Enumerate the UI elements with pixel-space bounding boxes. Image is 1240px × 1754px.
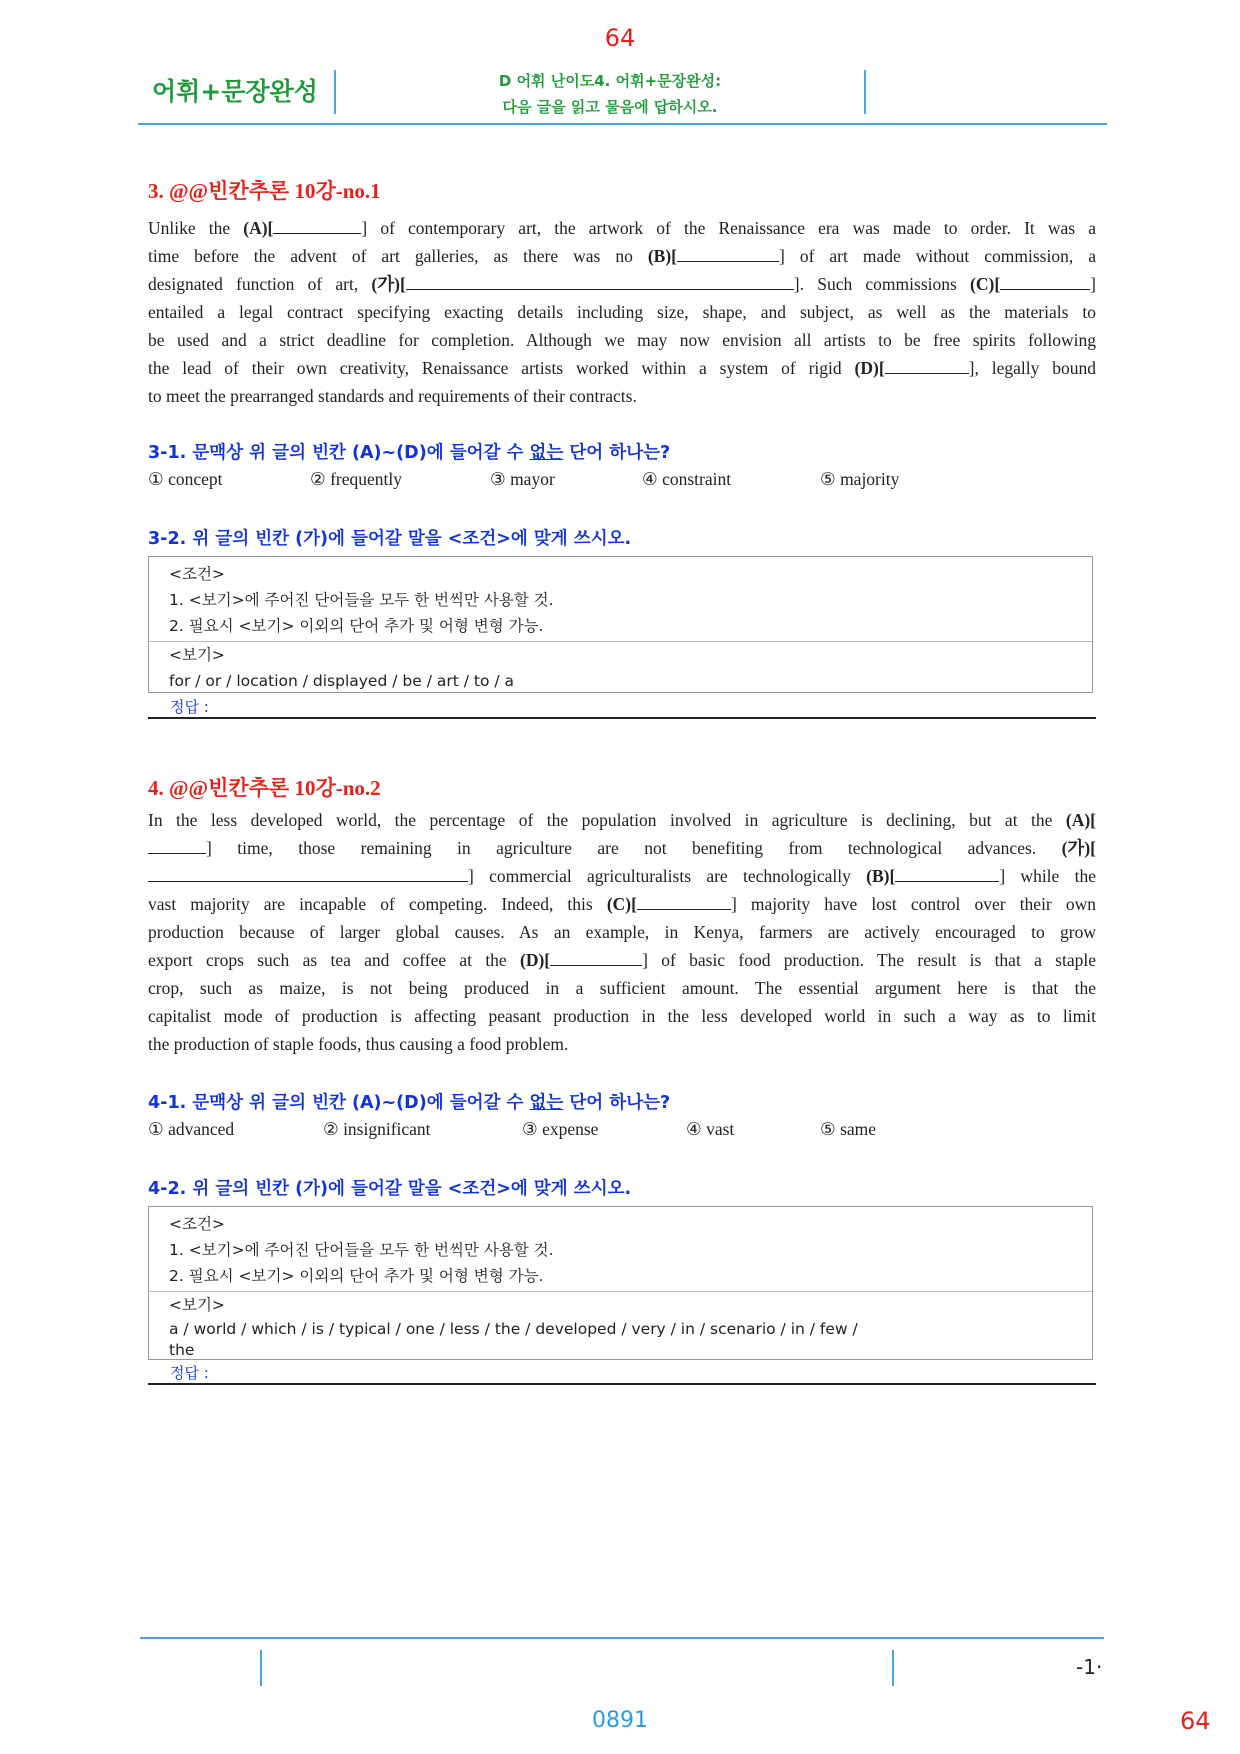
q3-2-answer-line[interactable]	[148, 717, 1096, 719]
q3-1-choices	[148, 469, 1048, 495]
page-number-top: 64	[604, 24, 636, 52]
q4-1-question: 4-1. 문맥상 위 글의 빈칸 (A)~(D)에 들어갈 수 없는 단어 하나는?	[148, 1093, 671, 1113]
blank-B[interactable]	[677, 245, 779, 262]
bogi-words: for / or / location / displayed / be / art / to / a	[169, 672, 514, 690]
q4-2-answer-label: 정답 :	[170, 1364, 209, 1382]
q3-line-5: be used and a strict deadline for completion. Although we may now envision all artists to be free spirits following	[148, 330, 1096, 350]
bogi-words-line1: a / world / which / is / typical / one / less / the / developed / very / in / scenario / in / few /	[169, 1320, 858, 1338]
condition-label: <조건>	[169, 1215, 225, 1233]
header-description	[430, 68, 790, 120]
footer-code: 0891	[592, 1708, 648, 1733]
q3-title: 3. @@빈칸추론 10강-no.1	[148, 179, 381, 203]
q4-line-2: ] time, those remaining in agriculture are not benefiting from technological advances. (가)[	[148, 834, 1096, 862]
bogi-label: <보기>	[169, 1296, 225, 1314]
blank-C[interactable]	[637, 893, 731, 910]
blank-B[interactable]	[895, 865, 999, 882]
q4-2-answer-line[interactable]	[148, 1383, 1096, 1385]
header-divider-left	[334, 70, 336, 114]
q4-passage	[148, 806, 1096, 1058]
q3-line-7: to meet the prearranged standards and requirements of their contracts.	[148, 386, 637, 406]
section-title: 어휘+문장완성	[152, 77, 318, 106]
choice-4[interactable]: ④ vast	[686, 1119, 735, 1139]
q4-1-choices	[148, 1119, 1048, 1145]
q4-line-5: production because of larger global causes. As an example, in Kenya, farmers are actively encouraged to grow	[148, 922, 1096, 942]
header-desc-line2: 다음 글을 읽고 물음에 답하시오.	[502, 98, 718, 116]
page-number-bottom: 64	[1180, 1707, 1211, 1735]
choice-2[interactable]: ② insignificant	[323, 1119, 431, 1139]
choice-5[interactable]: ⑤ same	[820, 1119, 877, 1139]
choice-1[interactable]: ① concept	[148, 469, 223, 489]
q3-passage	[148, 214, 1096, 410]
blank-ga[interactable]	[406, 273, 794, 290]
q4-2-condition-box	[148, 1206, 1093, 1360]
q4-line-6: export crops such as tea and coffee at the (D)[ ] of basic food production. The result is that a staple	[148, 950, 1096, 970]
choice-5[interactable]: ⑤ majority	[820, 469, 900, 489]
footer-divider-right	[892, 1650, 894, 1686]
header-desc-line1: D 어휘 난이도4. 어휘+문장완성:	[498, 72, 722, 90]
condition-1: 1. <보기>에 주어진 단어들을 모두 한 번씩만 사용할 것.	[169, 1241, 554, 1259]
footer-page-fragment: -1·	[1076, 1655, 1103, 1679]
q4-2-question: 4-2. 위 글의 빈칸 (가)에 들어갈 말을 <조건>에 맞게 쓰시오.	[148, 1179, 632, 1199]
q3-1-question: 3-1. 문맥상 위 글의 빈칸 (A)~(D)에 들어갈 수 없는 단어 하나는?	[148, 443, 671, 463]
q3-2-answer-label: 정답 :	[170, 698, 209, 716]
bogi-words-line2: the	[169, 1341, 195, 1359]
blank-D[interactable]	[550, 949, 642, 966]
q3-line-2: time before the advent of art galleries, as there was no (B)[ ] of art made without commission, a	[148, 246, 1096, 266]
q4-line-7: crop, such as maize, is not being produced in a sufficient amount. The essential argument here is that the	[148, 978, 1096, 998]
condition-1: 1. <보기>에 주어진 단어들을 모두 한 번씩만 사용할 것.	[169, 591, 554, 609]
q4-line-4: vast majority are incapable of competing. Indeed, this (C)[ ] majority have lost control over their own	[148, 894, 1097, 914]
q4-line-9: the production of staple foods, thus causing a food problem.	[148, 1034, 569, 1054]
q4-line-3: ] commercial agriculturalists are technologically (B)[ ] while the	[148, 862, 1096, 890]
condition-label: <조건>	[169, 565, 225, 583]
choice-1[interactable]: ① advanced	[148, 1119, 235, 1139]
condition-2: 2. 필요시 <보기> 이외의 단어 추가 및 어형 변형 가능.	[169, 617, 544, 635]
blank-A[interactable]	[148, 837, 206, 854]
blank-D[interactable]	[885, 357, 969, 374]
choice-3[interactable]: ③ expense	[522, 1119, 599, 1139]
blank-C[interactable]	[1000, 273, 1090, 290]
q3-line-3: designated function of art, (가)[ ]. Such commissions (C)[ ]	[148, 274, 1096, 294]
q3-line-1: Unlike the (A)[ ] of contemporary art, the artwork of the Renaissance era was made to order. It was a	[148, 218, 1096, 238]
footer-rule	[140, 1637, 1104, 1639]
q4-title: 4. @@빈칸추론 10강-no.2	[148, 776, 381, 800]
footer-divider-left	[260, 1650, 262, 1686]
q3-line-4: entailed a legal contract specifying exacting details including size, shape, and subject, as well as the materials to	[148, 302, 1096, 322]
header-rule	[138, 123, 1107, 125]
blank-ga[interactable]	[148, 865, 468, 882]
condition-2: 2. 필요시 <보기> 이외의 단어 추가 및 어형 변형 가능.	[169, 1267, 544, 1285]
bogi-label: <보기>	[169, 646, 225, 664]
choice-4[interactable]: ④ constraint	[642, 469, 732, 489]
choice-3[interactable]: ③ mayor	[490, 469, 555, 489]
q3-2-condition-box	[148, 556, 1093, 693]
q4-line-1: In the less developed world, the percentage of the population involved in agriculture is declining, but at the (A)[	[148, 810, 1096, 830]
header-divider-right	[864, 70, 866, 114]
q3-2-question: 3-2. 위 글의 빈칸 (가)에 들어갈 말을 <조건>에 맞게 쓰시오.	[148, 529, 632, 549]
q4-line-8: capitalist mode of production is affecting peasant production in the less developed world in such a way as to limit	[148, 1006, 1096, 1026]
blank-A[interactable]	[273, 217, 361, 234]
choice-2[interactable]: ② frequently	[310, 469, 402, 489]
q3-line-6: the lead of their own creativity, Renaissance artists worked within a system of rigid (D)[ ], legally bound	[148, 358, 1096, 378]
